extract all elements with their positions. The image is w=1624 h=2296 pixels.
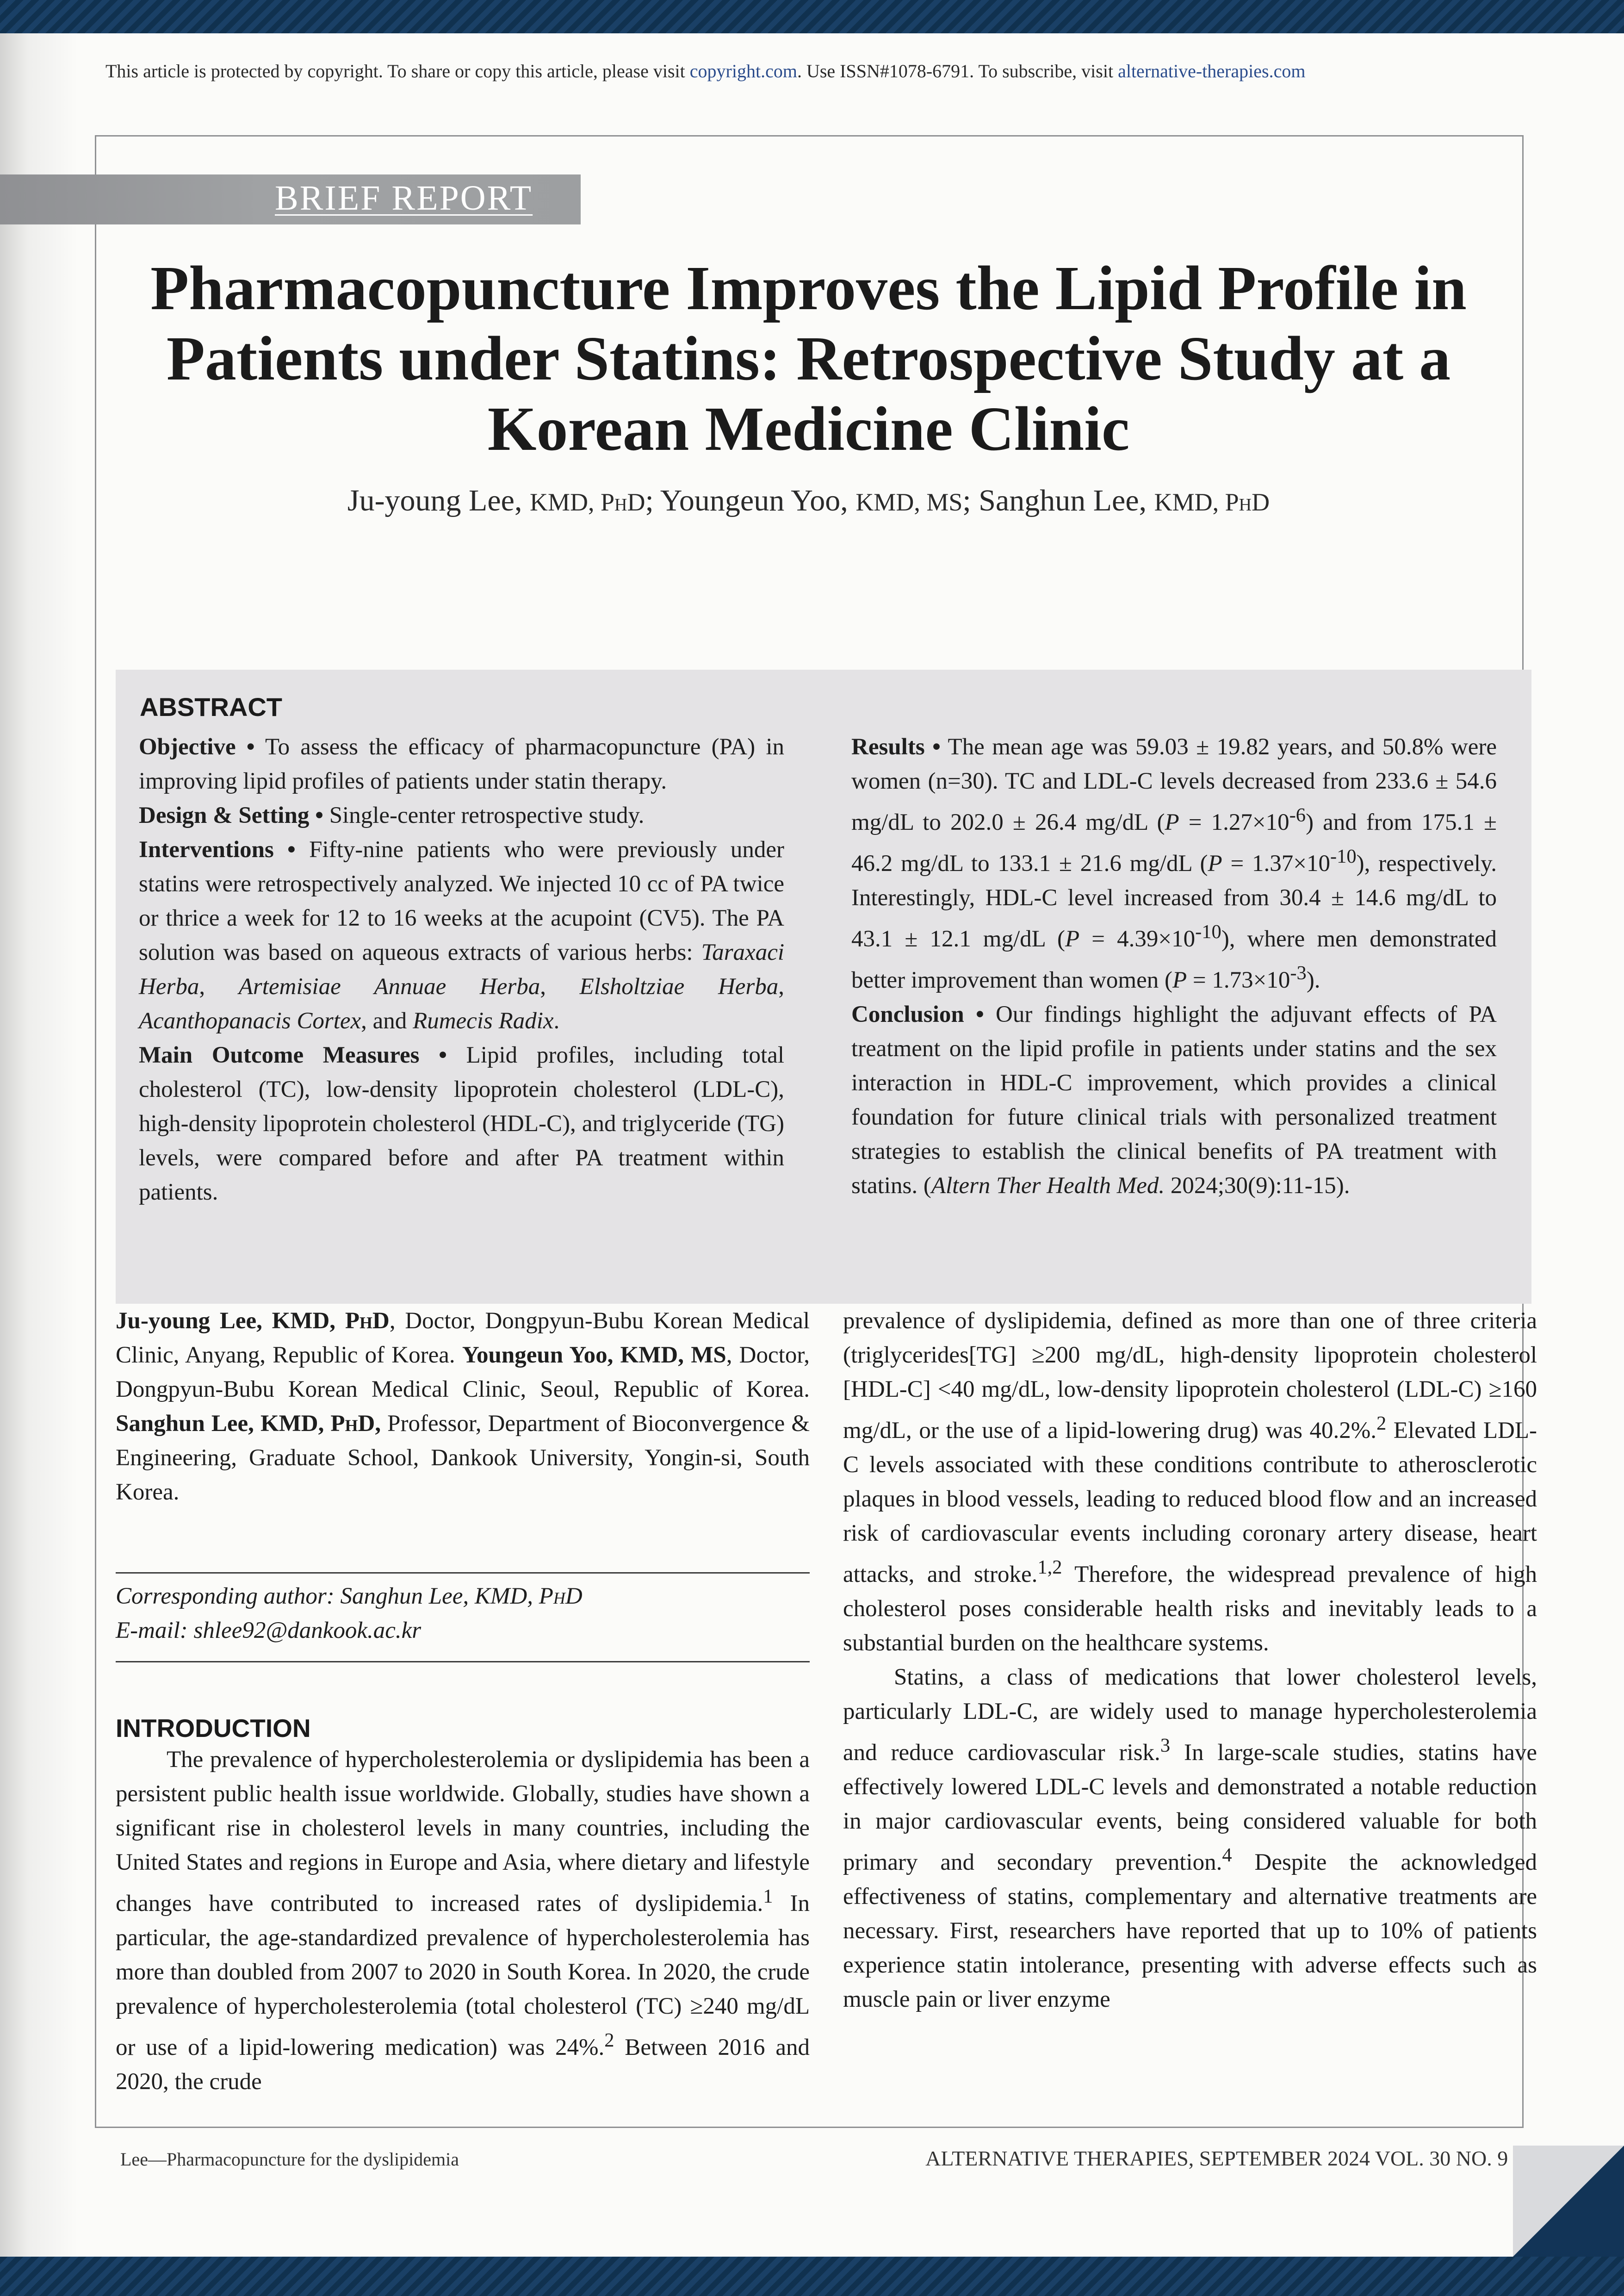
affil-2-text: , Doctor, Dongpyun-Bubu Korean Medical Clinic, Seoul, Republic of Korea.	[116, 1342, 810, 1402]
bottom-banner	[0, 2257, 1624, 2296]
abstract-box	[116, 670, 1531, 1304]
page-number: 11	[1513, 2147, 1534, 2170]
abstract-design	[139, 798, 784, 833]
right-paragraph-2: Statins, a class of medications that lower cholesterol levels, particularly LDL-C, are widely used to manage hypercholesterolemia and reduce cardiovascular risk.$^3$ In large-scale studies, statins have effectively lowered LDL-C levels and demonstrated a notable reduction in major cardiovascular events, being considered valuable for both primary and secondary prevention.$^4$ Despite the acknowledged effectiveness of statins, complementary and alternative treatments are necessary. First, researchers have reported that up to 10% of patients experience statin intolerance, presenting with adverse effects such as muscle pain or liver enzyme	[843, 1664, 1537, 2012]
journal-issue: ALTERNATIVE THERAPIES, SEPTEMBER 2024 VOL. 30 NO. 9	[925, 2147, 1508, 2170]
corresponding-label: Corresponding author: Sanghun Lee,	[116, 1583, 469, 1609]
affil-1-name: Ju-young Lee,	[116, 1308, 262, 1334]
abstract-conclusion: Conclusion • Our findings highlight the adjuvant effects of PA treatment on the lipid profile in patients under statins and the sex interaction in HDL-C improvement, which provides a clinical foundation for future clinical trials with personalized treatment strategies to establish the clinical benefits of PA treatment with statins. (Altern Ther Health Med. 2024;30(9):11-15).	[851, 1002, 1497, 1199]
interventions-text: Fifty-nine patients who were previously under statins were retrospectively analyzed. We injected 10 cc of PA twice or thrice a week for 12 to 16 weeks at the acupoint (CV5). The PA solution was based on aqueous extracts of various herbs:	[139, 837, 785, 965]
results-text-2: ) and from 175.1 ± 46.2 mg/dL to 133.1 ± 21.6 mg/dL (	[851, 809, 1497, 877]
section-tab	[0, 174, 581, 224]
divider-bottom	[116, 1661, 810, 1662]
abstract-interventions: Interventions • Fifty-nine patients who were previously under statins were retrospectively analyzed. We injected 10 cc of PA twice or thrice a week for 12 to 16 weeks at the acupoint (CV5). The PA solution was based on aqueous extracts of various herbs: Taraxaci Herba, Artemisiae Annuae Herba, Elsholtziae Herba, Acanthopanacis Cortex, and Rumecis Radix.	[139, 837, 785, 1034]
herb-4: Acanthopanacis Cortex	[139, 1008, 361, 1034]
results-text-3: ), respectively. Interestingly, HDL-C level increased from 30.4 ± 14.6 mg/dL to 43.1 ± 12.1 mg/dL (	[851, 851, 1497, 952]
article-title	[95, 253, 1522, 464]
abstract-heading: ABSTRACT	[140, 692, 282, 722]
p-value-4-exponent: -3	[1290, 962, 1307, 984]
introduction-paragraph-1: The prevalence of hypercholesterolemia or dyslipidemia has been a persistent public health issue worldwide. Globally, studies have shown a significant rise in cholesterol levels in many countries, including the United States and regions in Europe and Asia, where dietary and lifestyle changes have contributed to increased rates of dyslipidemia.$^1$ In particular, the age-standardized prevalence of hypercholesterolemia has more than doubled from 2007 to 2020 in South Korea. In 2020, the crude prevalence of hypercholesterolemia (total cholesterol (TC) ≥240 mg/dL or use of a lipid-lowering medication) was 24%.$^2$ Between 2016 and 2020, the crude	[116, 1747, 810, 2095]
author-2-name: ; Youngeun Yoo,	[645, 484, 848, 517]
ref-c: 3	[1160, 1735, 1171, 1756]
abstract-objective	[139, 730, 784, 798]
divider-top	[116, 1572, 810, 1574]
p-value-2: 1.37×10	[1252, 851, 1331, 877]
copyright-notice	[105, 60, 1305, 82]
herb-1: Taraxaci Herba	[139, 940, 785, 1000]
affil-3-text: Professor, Department of Bioconvergence & Engineering, Graduate School, Dankook University, Yongin-si, South Korea.	[116, 1411, 810, 1505]
p-value-2-exponent: -10	[1330, 846, 1357, 867]
herb-2: Artemisiae Annuae Herba	[238, 974, 540, 1000]
abstract-left-column	[139, 730, 784, 1209]
citation-journal: Altern Ther Health Med.	[931, 1173, 1165, 1199]
subscribe-link[interactable]: alternative-therapies.com	[1118, 61, 1306, 81]
section-tab-label: BRIEF REPORT	[275, 179, 533, 218]
objective-label: Objective •	[139, 734, 255, 760]
author-affiliations	[116, 1304, 810, 1509]
abstract-outcome	[139, 1038, 784, 1209]
conclusion-label: Conclusion •	[851, 1002, 984, 1027]
outcome-label: Main Outcome Measures •	[139, 1042, 447, 1068]
title-line-1: Pharmacopuncture Improves the Lipid Profile in	[150, 254, 1467, 323]
herb-3: Elsholtziae Herba	[579, 974, 779, 1000]
running-head: Lee—Pharmacopuncture for the dyslipidemia	[120, 2149, 459, 2170]
ref-a: 2	[1376, 1412, 1387, 1434]
ref-1: 1	[763, 1885, 773, 1907]
corresponding-credentials: KMD, PhD	[474, 1583, 583, 1609]
p-value-3-exponent: -10	[1195, 921, 1221, 943]
introduction-body	[116, 1742, 810, 2099]
design-text: Single-center retrospective study.	[329, 803, 645, 828]
title-line-3: Korean Medicine Clinic	[487, 394, 1130, 464]
p-value-4: 1.73×10	[1212, 967, 1290, 993]
corresponding-email[interactable]: E-mail: shlee92@dankook.ac.kr	[116, 1618, 421, 1643]
affil-3-credentials: KMD, PhD,	[260, 1411, 381, 1437]
ref-d: 4	[1222, 1844, 1232, 1866]
affil-1-text: , Doctor, Dongpyun-Bubu Korean Medical Clinic, Anyang, Republic of Korea.	[116, 1308, 810, 1368]
title-line-2: Patients under Statins: Retrospective Study at a	[166, 324, 1451, 393]
citation-details: 2024;30(9):11-15).	[1170, 1173, 1350, 1199]
objective-text: To assess the efficacy of pharmacopuncture (PA) in improving lipid profiles of patients under statin therapy.	[139, 734, 785, 794]
p-value-1-exponent: -6	[1289, 804, 1306, 826]
affil-1-credentials: KMD, PhD	[272, 1308, 390, 1334]
p-value-1: 1.27×10	[1211, 809, 1289, 835]
ref-b: 1,2	[1037, 1556, 1062, 1578]
results-text-4: ), where men demonstrated better improvement than women (	[851, 926, 1497, 993]
article-page	[0, 33, 1624, 2257]
abstract-right-column	[851, 730, 1497, 1203]
results-text-1: The mean age was 59.03 ± 19.82 years, and 50.8% were women (n=30). TC and LDL-C levels decreased from 233.6 ± 54.6 mg/dL to 202.0 ± 26.4 mg/dL (	[851, 734, 1497, 835]
herb-5: Rumecis Radix	[413, 1008, 554, 1034]
affil-2-name: Youngeun Yoo,	[462, 1342, 614, 1368]
corresponding-author	[116, 1579, 810, 1648]
author-3-credentials: KMD, PhD	[1154, 488, 1270, 516]
journal-footer	[925, 2146, 1534, 2171]
ref-2: 2	[604, 2029, 614, 2051]
author-1-name: Ju-young Lee,	[347, 484, 522, 517]
p-value-3: 4.39×10	[1117, 926, 1196, 952]
notice-middle: . Use ISSN#1078-6791. To subscribe, visit	[797, 61, 1114, 81]
abstract-results: Results • The mean age was 59.03 ± 19.82 years, and 50.8% were women (n=30). TC and LDL-C levels decreased from 233.6 ± 54.6 mg/dL to 202.0 ± 26.4 mg/dL $(P = 1.27\times 10^{-6})$ and from 175.1 ± 46.2 mg/dL to 133.1 ± 21.6 mg/dL $(P = 1.37\times 10^{-10})$, respectively. Interestingly, HDL-C level increased from 30.4 ± 14.6 mg/dL to 43.1 ± 12.1 mg/dL $(P = 4.39\times 10^{-10})$, where men demonstrated better improvement than women $(P = 1.73\times 10^{-3})$.	[851, 734, 1497, 993]
affil-3-name: Sanghun Lee,	[116, 1411, 254, 1437]
page-curl	[1513, 2146, 1624, 2257]
interventions-label: Interventions •	[139, 837, 296, 863]
notice-prefix: This article is protected by copyright. To share or copy this article, please visit	[105, 61, 685, 81]
conclusion-text: Our findings highlight the adjuvant effects of PA treatment on the lipid profile in patients under statins and the sex interaction in HDL-C improvement, which provides a clinical foundation for future clinical trials with personalized treatment strategies to establish the clinical benefits of PA treatment with statins.	[851, 1002, 1497, 1199]
design-label: Design & Setting •	[139, 803, 323, 828]
affil-2-credentials: KMD, MS	[620, 1342, 726, 1368]
author-list	[95, 483, 1522, 518]
results-text-5: ).	[1306, 967, 1320, 993]
author-2-credentials: KMD, MS	[855, 488, 963, 516]
top-banner	[0, 0, 1624, 33]
author-1-credentials: KMD, PhD	[529, 488, 645, 516]
right-column-body	[843, 1304, 1537, 2016]
author-3-name: ; Sanghun Lee,	[962, 484, 1147, 517]
right-paragraph-1: prevalence of dyslipidemia, defined as more than one of three criteria (triglycerides[TG] ≥200 mg/dL, high-density lipoprotein cholesterol [HDL-C] <40 mg/dL, low-density lipoprotein cholesterol (LDL-C) ≥160 mg/dL, or the use of a lipid-lowering drug) was 40.2%.$^2$ Elevated LDL-C levels associated with these conditions contribute to atherosclerotic plaques in blood vessels, leading to reduced blood flow and an increased risk of cardiovascular events including coronary artery disease, heart attacks, and stroke.$^{1,2}$ Therefore, the widespread prevalence of high cholesterol poses considerable health risks and inevitably leads to a substantial burden on the healthcare systems.	[843, 1308, 1537, 1656]
introduction-heading: INTRODUCTION	[116, 1714, 311, 1742]
results-label: Results •	[851, 734, 941, 760]
copyright-link[interactable]: copyright.com	[689, 61, 797, 81]
outcome-text: Lipid profiles, including total cholesterol (TC), low-density lipoprotein cholesterol (LDL-C), high-density lipoprotein cholesterol (HDL-C), and triglyceride (TG) levels, were compared before and after PA treatment within patients.	[139, 1042, 785, 1205]
